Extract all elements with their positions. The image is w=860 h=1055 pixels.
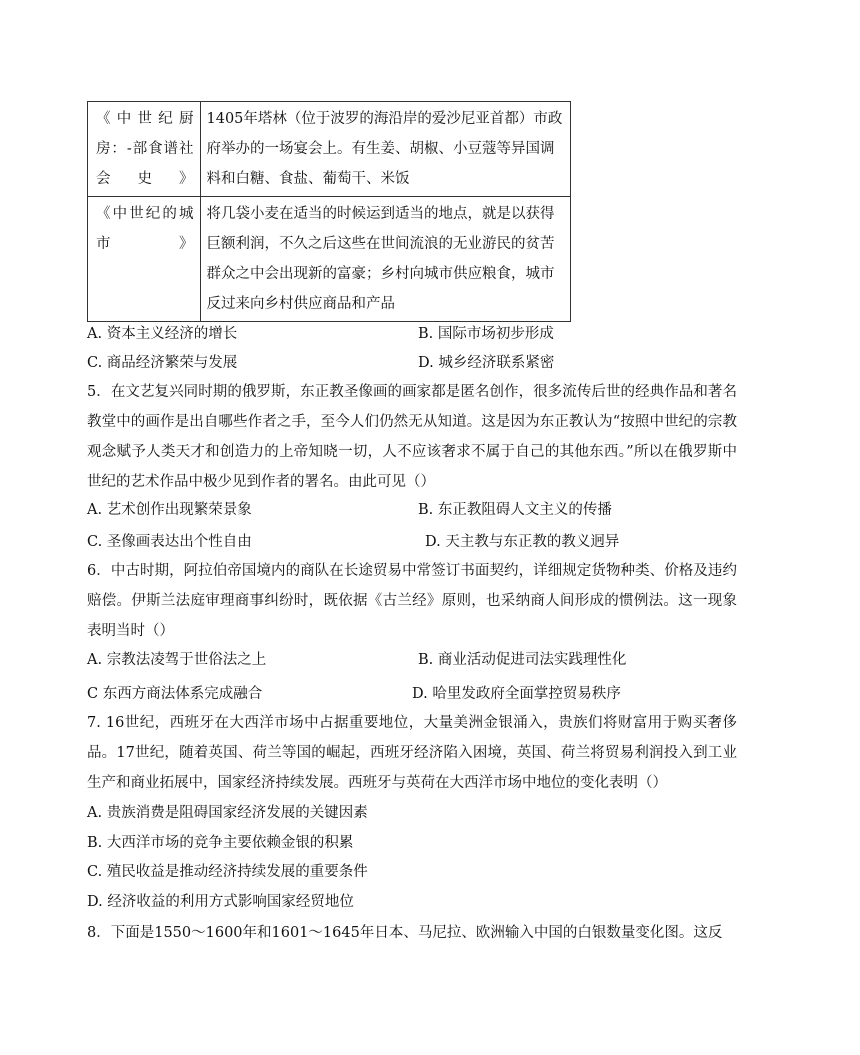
q7-option-b: B. 大西洋市场的竞争主要依赖金银的积累 [87,835,354,851]
q7-stem: 7. 16世纪，西班牙在大西洋市场中占据重要地位，大量美洲金银涌入，贵族们将财富用于购买奢侈品。17世纪，随着英国、荷兰等国的崛起，西班牙经济陷入困境，英国、荷兰将贸易利润投入到工业生产和商业拓展中，国家经济持续发展。西班牙与英荷在大西洋市场中地位的变化表明（） [87,715,737,791]
source-table [87,101,571,322]
q7-option-a: A. 贵族消费是阻碍国家经济发展的关键因素 [87,805,368,821]
q5-option-a: A. 艺术创作出现繁荣景象 [87,502,252,518]
table-book-title: 《中世纪厨房：-部食谱社会史》 [88,102,201,197]
q4-option-c: C. 商品经济繁荣与发展 [87,355,238,371]
q4-option-a: A. 资本主义经济的增长 [87,326,238,342]
table-description: 将几袋小麦在适当的时候运到适当的地点，就是以获得巨额利润，不久之后这些在世间流浪的无业游民的贫苦群众之中会出现新的富豪；乡村向城市供应粮食，城市反过来向乡村供应商品和产品 [200,197,571,322]
q5-option-c: C. 圣像画表达出个性自由 [87,534,252,550]
q7-option-c: C. 殖民收益是推动经济持续发展的重要条件 [87,864,368,880]
q5-option-b: B. 东正教阻碍人文主义的传播 [418,502,612,518]
q4-option-b: B. 国际市场初步形成 [418,326,554,342]
q4-option-d: D. 城乡经济联系紧密 [418,355,555,371]
table-row [88,102,571,197]
q6-option-a: A. 宗教法凌驾于世俗法之上 [87,652,267,668]
table-description: 1405年塔林（位于波罗的海沿岸的爱沙尼亚首都）市政府举办的一场宴会上。有生姜、胡椒、小豆蔻等异国调料和白糖、食盐、葡萄干、米饭 [200,102,571,197]
q6-option-b: B. 商业活动促进司法实践理性化 [418,652,627,668]
q5-option-d: D. 天主教与东正教的教义迥异 [425,534,620,550]
q8-stem: 8．下面是1550～1600年和1601～1645年日本、马尼拉、欧洲输入中国的白银数量变化图。这反 [87,925,723,941]
q7-option-d: D. 经济收益的利用方式影响国家经贸地位 [87,894,354,910]
q6-option-c: C 东西方商法体系完成融合 [87,686,263,702]
q5-stem: 5．在文艺复兴同时期的俄罗斯，东正教圣像画的画家都是匿名创作，很多流传后世的经典作品和著名教堂中的画作是出自哪些作者之手，至今人们仍然无从知道。这是因为东正教认为“按照中世纪的宗教观念赋予人类天才和创造力的上帝知晓一切，人不应该奢求不属于自己的其他东西。”所以在俄罗斯中世纪的艺术作品中极少见到作者的署名。由此可见（） [87,384,737,490]
table-row [88,197,571,322]
table-book-title: 《中世纪的城市》 [88,197,201,322]
q6-stem: 6．中古时期，阿拉伯帝国境内的商队在长途贸易中常签订书面契约，详细规定货物种类、价格及违约赔偿。伊斯兰法庭审理商事纠纷时，既依据《古兰经》原则，也采纳商人间形成的惯例法。这一现象表明当时（） [87,563,737,639]
q6-option-d: D. 哈里发政府全面掌控贸易秩序 [412,686,621,702]
